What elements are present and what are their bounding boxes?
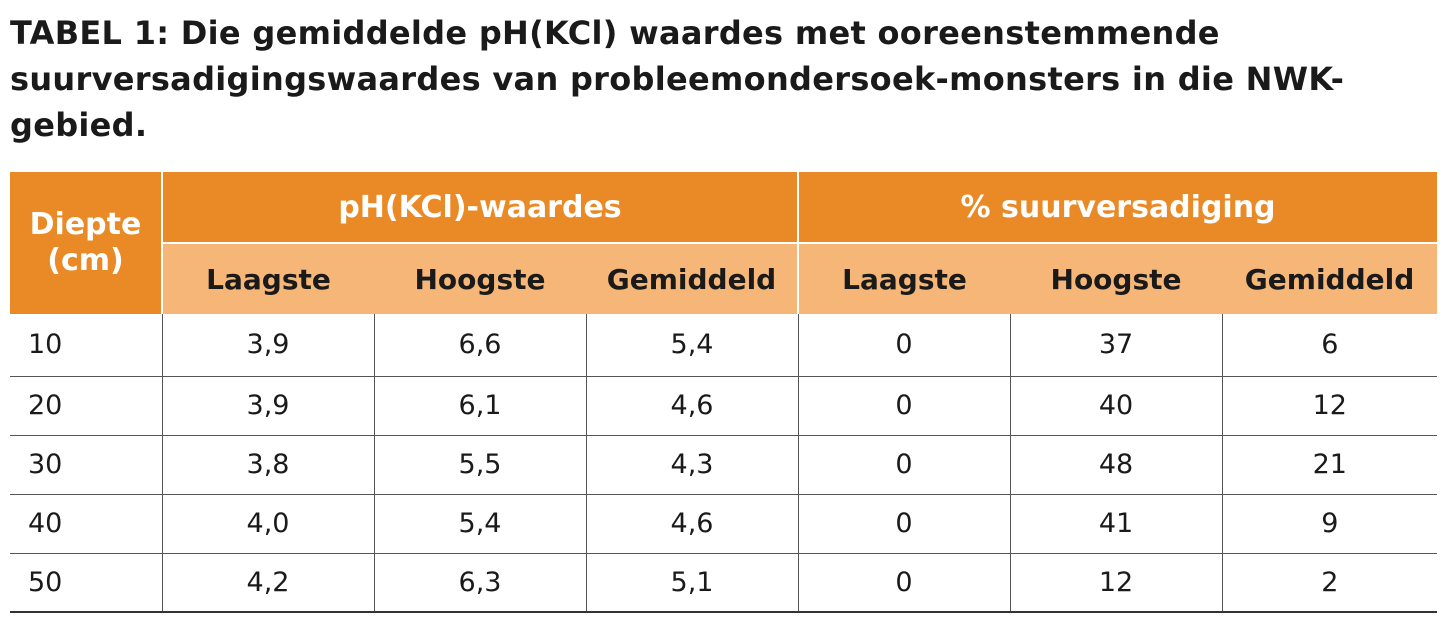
acid-average-header: Gemiddeld — [1222, 243, 1437, 314]
depth-header: Diepte (cm) — [10, 172, 162, 314]
ph-average-cell: 5,4 — [586, 314, 798, 376]
acid-lowest-cell: 0 — [798, 314, 1010, 376]
acid-average-cell: 21 — [1222, 435, 1437, 494]
acid-highest-cell: 40 — [1010, 376, 1222, 435]
table-row — [10, 435, 1437, 494]
table-row — [10, 494, 1437, 553]
depth-cell: 50 — [10, 553, 162, 612]
acid-average-cell: 12 — [1222, 376, 1437, 435]
data-table — [10, 172, 1437, 613]
acid-highest-cell: 41 — [1010, 494, 1222, 553]
ph-average-cell: 4,6 — [586, 494, 798, 553]
ph-highest-cell: 5,5 — [374, 435, 586, 494]
acid-average-cell: 2 — [1222, 553, 1437, 612]
acid-highest-cell: 48 — [1010, 435, 1222, 494]
acid-highest-cell: 37 — [1010, 314, 1222, 376]
ph-highest-cell: 5,4 — [374, 494, 586, 553]
ph-average-cell: 4,6 — [586, 376, 798, 435]
ph-average-cell: 4,3 — [586, 435, 798, 494]
depth-cell: 20 — [10, 376, 162, 435]
ph-highest-header: Hoogste — [374, 243, 586, 314]
acid-highest-cell: 12 — [1010, 553, 1222, 612]
table-row — [10, 376, 1437, 435]
ph-highest-cell: 6,6 — [374, 314, 586, 376]
table-row — [10, 553, 1437, 612]
ph-group-header: pH(KCl)-waardes — [162, 172, 798, 243]
ph-highest-cell: 6,3 — [374, 553, 586, 612]
depth-cell: 30 — [10, 435, 162, 494]
acid-average-cell: 9 — [1222, 494, 1437, 553]
table-title: TABEL 1: Die gemiddelde pH(KCl) waardes met ooreenstemmende suurversadigingswaardes van probleemondersoek-monsters in die NWK-gebied. — [10, 14, 1345, 144]
acid-lowest-cell: 0 — [798, 494, 1010, 553]
acid-saturation-group-header: % suurversadiging — [798, 172, 1437, 243]
acid-highest-header: Hoogste — [1010, 243, 1222, 314]
table-row — [10, 314, 1437, 376]
depth-cell: 40 — [10, 494, 162, 553]
ph-highest-cell: 6,1 — [374, 376, 586, 435]
acid-lowest-cell: 0 — [798, 435, 1010, 494]
ph-lowest-cell: 3,9 — [162, 314, 374, 376]
acid-lowest-cell: 0 — [798, 376, 1010, 435]
ph-average-header: Gemiddeld — [586, 243, 798, 314]
ph-lowest-cell: 3,8 — [162, 435, 374, 494]
ph-average-cell: 5,1 — [586, 553, 798, 612]
ph-lowest-header: Laagste — [162, 243, 374, 314]
ph-lowest-cell: 4,0 — [162, 494, 374, 553]
acid-lowest-header: Laagste — [798, 243, 1010, 314]
depth-cell: 10 — [10, 314, 162, 376]
ph-lowest-cell: 3,9 — [162, 376, 374, 435]
ph-lowest-cell: 4,2 — [162, 553, 374, 612]
acid-average-cell: 6 — [1222, 314, 1437, 376]
acid-lowest-cell: 0 — [798, 553, 1010, 612]
